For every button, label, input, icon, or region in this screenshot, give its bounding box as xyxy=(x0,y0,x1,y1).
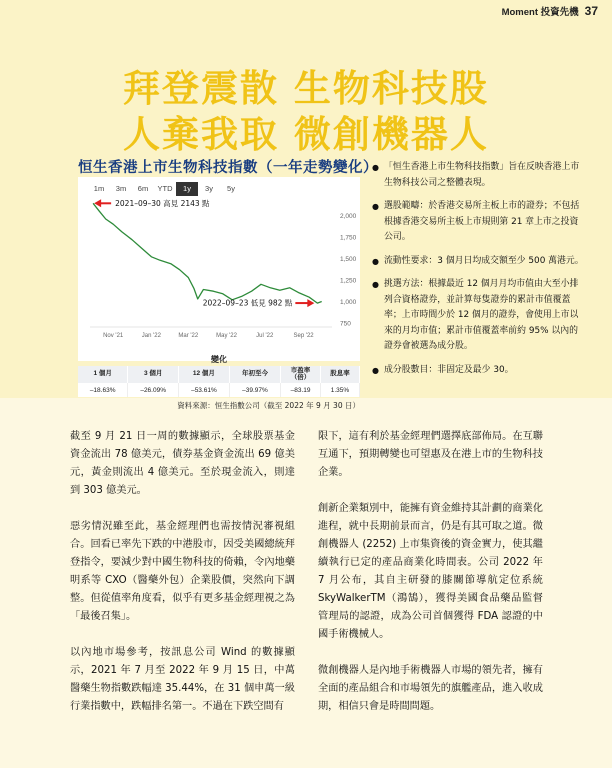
y-tick-label: 1,000 xyxy=(340,299,357,307)
y-tick-label: 1,250 xyxy=(340,277,357,285)
range-tab-3m[interactable]: 3m xyxy=(115,184,127,193)
x-tick-label: Jul '22 xyxy=(256,333,274,339)
y-tick-label: 1,750 xyxy=(340,234,357,242)
headline-line-2: 人棄我取 微創機器人 xyxy=(123,113,489,156)
x-tick-label: Mar '22 xyxy=(178,333,199,339)
table-cell: –26.09% xyxy=(128,383,179,397)
headline-line-1: 拜登震散 生物科技股 xyxy=(123,67,489,110)
y-tick-label: 2,000 xyxy=(340,213,357,221)
source-note: 資料來源：恒生指數公司（截至 2022 年 9 月 30 日） xyxy=(177,401,360,410)
table-cell: –83.19 xyxy=(281,383,321,397)
page-number: 37 xyxy=(584,4,598,18)
bullet-item: ● 「恒生香港上市生物科技指數」旨在反映香港上市生物科技公司之整體表現。 xyxy=(372,160,584,191)
running-head xyxy=(502,4,598,18)
chart-title: 恒生香港上市生物科技指數（一年走勢變化） xyxy=(78,160,378,176)
table-header-row xyxy=(78,366,360,383)
paragraph: 創新企業類別中，能擁有資金維持其計劃的商業化進程，就中長期前景而言，仍是有其可取之道。微創機器人 (2252) 上市集資後的資金實力，使其繼續執行已定的產品商業化時間表。公司 2022 年 7 月公布，其自主研發的膝關節導航定位系統 SkyWalkerTM（鴻鵠），獲得美國食品藥品監督管理局的認證，成為公司首個獲得 FDA 認證的中國手術機械人。 xyxy=(318,503,543,640)
paragraph: 限下，這有利於基金經理們選擇底部佈局。在互聯互通下，預期轉變也可望惠及在港上市的生物科技企業。 xyxy=(318,431,543,478)
bullet-item: ● 成分股數目：非固定及最少 30。 xyxy=(372,363,584,379)
table-cell: 1.35% xyxy=(320,383,359,397)
bullet-item: ● 挑選方法：根據最近 12 個月月均市值由大至小排列合資格證券，並計算每隻證券的累計市值覆蓋率；上市時間少於 12 個月的證券，會使用上市以來的月均市值；累計市值覆蓋率前約 95% 以內的證券會被選為成分股。 xyxy=(372,277,584,355)
table-header-cell: 市盈率 （倍） xyxy=(281,366,321,383)
table-header-cell: 股息率 xyxy=(320,366,359,383)
table-header-cell: 1 個月 xyxy=(78,366,128,383)
y-tick-label: 1,500 xyxy=(340,256,357,264)
x-tick-label: Sep '22 xyxy=(293,333,314,339)
series-line xyxy=(93,203,322,303)
line-chart xyxy=(78,177,360,361)
table-cell: –18.63% xyxy=(78,383,128,397)
table-header-cell: 年初至今 xyxy=(229,366,280,383)
bullet-item: ● 流動性要求：3 個月日均成交額至少 500 萬港元。 xyxy=(372,254,584,270)
paragraph: 微創機器人是內地手術機器人市場的領先者，擁有全面的產品組合和市場領先的旗艦產品，進入收成期，相信只會是時間問題。 xyxy=(318,665,543,712)
bullet-item: ● 選股範疇：於香港交易所主板上市的證券；不包括根據香港交易所主板上市規則第 21 章上市之投資公司。 xyxy=(372,199,584,246)
range-tab-6m[interactable]: 6m xyxy=(137,184,149,193)
table-cell: –53.61% xyxy=(179,383,230,397)
range-tab-3y[interactable]: 3y xyxy=(205,184,213,193)
low-annotation-label: 2022–09–23 低見 982 點 xyxy=(202,298,293,308)
paragraph: 截至 9 月 21 日一周的數據顯示，全球股票基金資金流出 78 億美元，債券基金資金流出 69 億美元，黃金則流出 4 億美元。至於現金流入，則達到 303 億美元。 xyxy=(70,431,295,496)
range-tab-1m[interactable]: 1m xyxy=(93,184,105,193)
y-tick-label: 750 xyxy=(340,320,351,328)
publication-name: Moment 投資先機 xyxy=(501,7,579,18)
paragraph: 惡劣情況雖至此，基金經理們也需按情況審視組合。回看已率先下跌的中港股市，因受美國總統拜登指令，要減少對中國生物科技的倚賴，令內地藥明系等 CXO（醫藥外包）企業股價，突然向下調整。但從值率角度看，似乎有更多基金經理視之為「最後召集」。 xyxy=(70,521,295,622)
chart-panel xyxy=(78,177,360,361)
range-tab-1y[interactable]: 1y xyxy=(176,182,198,196)
table-cell: –39.97% xyxy=(229,383,280,397)
range-tab-ytd[interactable]: YTD xyxy=(157,184,173,193)
body-column-right xyxy=(318,428,543,734)
body-column-left xyxy=(70,428,295,734)
performance-table xyxy=(78,366,360,397)
change-label: 變化 xyxy=(211,355,227,364)
range-tab-5y[interactable]: 5y xyxy=(227,184,235,193)
table-header-cell: 12 個月 xyxy=(179,366,230,383)
table-header-cell: 3 個月 xyxy=(128,366,179,383)
paragraph: 以內地市場參考，按訊息公司 Wind 的數據顯示，2021 年 7 月至 2022 年 9 月 15 日，中萬醫藥生物指數跌幅達 35.44%，在 31 個申萬一級行業指數中，跌幅排名第一。不過在下跌空間有 xyxy=(70,647,295,712)
high-annotation-label: 2021–09–30 高見 2143 點 xyxy=(115,198,210,208)
bullet-list xyxy=(372,160,584,386)
x-tick-label: Jan '22 xyxy=(141,333,161,339)
table-row xyxy=(78,383,360,397)
x-tick-label: May '22 xyxy=(216,333,237,339)
x-tick-label: Nov '21 xyxy=(103,333,124,339)
